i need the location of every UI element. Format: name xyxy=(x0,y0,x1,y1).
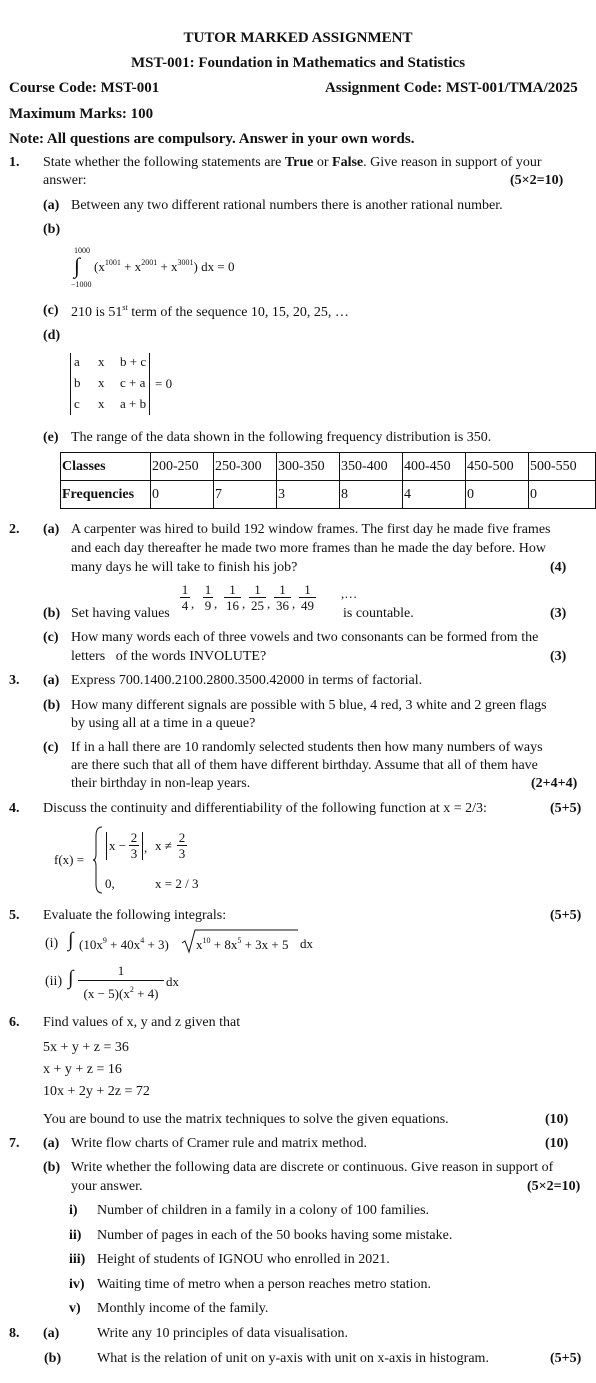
determinant-cell: b + c xyxy=(120,354,147,369)
list-item: Waiting time of metro when a person reaches metro station. xyxy=(97,1276,431,1292)
q3a-text: Express 700.1400.2100.2800.3500.42000 in terms of factorial. xyxy=(71,673,423,688)
determinant-cell: a xyxy=(74,354,80,369)
fraction xyxy=(203,582,213,613)
q6-note: You are bound to use the matrix techniques to solve the given equations. xyxy=(43,1112,449,1127)
instruction-note: Note: All questions are compulsory. Answer in your own words. xyxy=(9,131,415,147)
part-label: (c) xyxy=(43,740,59,755)
case1-expr: x − xyxy=(109,838,127,853)
q1c-text xyxy=(71,303,349,321)
piecewise-brace xyxy=(92,826,104,894)
table-cell-frequency: 3 xyxy=(277,481,340,509)
q2c-line2: letters of the words INVOLUTE? xyxy=(71,649,267,664)
integral-lower-limit: −1000 xyxy=(71,280,92,289)
table-row xyxy=(61,481,596,509)
q5-marks: (5+5) xyxy=(550,908,582,923)
q2b-marks: (3) xyxy=(550,606,567,621)
question-1-text xyxy=(43,155,542,171)
table-cell-frequency: 4 xyxy=(403,481,466,509)
fraction-separator: , xyxy=(214,596,218,611)
part-label: (c) xyxy=(43,303,59,318)
q8-marks: (5+5) xyxy=(550,1351,582,1366)
table-cell-class: 450-500 xyxy=(466,453,529,481)
table-cell-frequency: 8 xyxy=(340,481,403,509)
equation-3: 10x + 2y + 2z = 72 xyxy=(43,1084,150,1099)
fraction-denominator: 36 xyxy=(276,598,289,613)
part-label: (b) xyxy=(43,222,61,237)
part-label: (c) xyxy=(43,630,59,645)
fraction-denominator: 25 xyxy=(251,598,264,613)
max-marks: Maximum Marks: 100 xyxy=(9,106,154,122)
fraction-numerator: 2 xyxy=(178,830,186,845)
q2a-marks: (4) xyxy=(550,560,567,575)
q1c-text-post: term of the sequence 10, 15, 20, 25, … xyxy=(127,305,349,320)
list-item-label: iii) xyxy=(69,1252,86,1267)
part-label: (d) xyxy=(43,328,61,343)
question-number: 6. xyxy=(9,1015,20,1030)
table-header-cell: Classes xyxy=(61,453,151,481)
q8b-text: What is the relation of unit on y-axis with unit on x-axis in histogram. xyxy=(97,1351,489,1366)
q5i-dx: dx xyxy=(300,936,313,951)
list-item: Height of students of IGNOU who enrolled in 2021. xyxy=(97,1252,390,1267)
question-number: 7. xyxy=(9,1136,20,1151)
table-cell-class: 250-300 xyxy=(214,453,277,481)
q8a-text: Write any 10 principles of data visualisation. xyxy=(97,1326,348,1341)
integral-upper-limit: 1000 xyxy=(74,246,90,255)
q7a-marks: (10) xyxy=(545,1136,569,1151)
case1-comma: , xyxy=(144,840,148,855)
table-cell-class: 500-550 xyxy=(529,453,596,481)
part-label: (a) xyxy=(43,673,60,688)
table-header-cell: Frequencies xyxy=(61,481,151,509)
fraction-numerator: 1 xyxy=(254,582,261,597)
part-label: (b) xyxy=(44,1351,62,1366)
determinant-cell: b xyxy=(74,375,81,390)
q5i-radicand: $x^{10} + 8x^5 + 3x + 5$ xyxy=(196,936,289,952)
fraction-separator: , xyxy=(191,596,195,611)
part-label: (a) xyxy=(43,1326,60,1341)
list-item: Monthly income of the family. xyxy=(97,1301,269,1316)
q4-marks: (5+5) xyxy=(550,801,582,816)
part-label: (ii) xyxy=(45,974,63,989)
part-label: (b) xyxy=(43,606,61,621)
q1c-text-pre: 210 is 51 xyxy=(71,305,123,320)
question-number: 5. xyxy=(9,908,20,923)
table-cell-frequency: 0 xyxy=(151,481,214,509)
fraction-separator: , xyxy=(267,596,271,611)
determinant-left-bar xyxy=(70,353,71,415)
q6-text: Find values of x, y and z given that xyxy=(43,1015,241,1030)
q2a-line1: A carpenter was hired to build 192 window frames. The first day he made five frames xyxy=(71,522,551,537)
q3c-line2: are there such that all of them have different birthday. Assume that all of them have xyxy=(71,758,538,773)
table-cell-frequency: 7 xyxy=(214,481,277,509)
part-label: (e) xyxy=(43,430,59,445)
part-label: (a) xyxy=(43,522,60,537)
function-lhs: f(x) = xyxy=(54,852,85,867)
determinant-cell: x xyxy=(98,375,105,390)
determinant-right-bar xyxy=(149,353,150,415)
q5ii-dx: dx xyxy=(166,974,179,989)
integral-sign: ∫ xyxy=(74,253,81,278)
determinant-cell: x xyxy=(98,354,105,369)
question-number: 1. xyxy=(9,155,20,170)
q1e-text: The range of the data shown in the following frequency distribution is 350. xyxy=(71,430,492,445)
case1-condition: x ≠ xyxy=(155,838,172,853)
q5-text: Evaluate the following integrals: xyxy=(43,908,227,923)
fraction-denominator: 3 xyxy=(178,846,186,861)
fraction-numerator: 1 xyxy=(279,582,286,597)
case2-value: 0, xyxy=(105,876,115,891)
fraction-numerator: 1 xyxy=(181,582,189,597)
table-cell-class: 200-250 xyxy=(151,453,214,481)
fraction-separator: , xyxy=(242,596,246,611)
list-item-label: ii) xyxy=(69,1227,82,1243)
q7a-text: Write flow charts of Cramer rule and matrix method. xyxy=(71,1136,368,1151)
course-code: Course Code: MST-001 xyxy=(9,80,160,96)
question-number: 3. xyxy=(9,673,20,688)
q3c-line3: their birthday in non-leap years. xyxy=(71,776,251,791)
fraction-denominator: 16 xyxy=(226,598,239,613)
determinant-equals: = 0 xyxy=(155,376,173,391)
course-subtitle: MST-001: Foundation in Mathematics and Statistics xyxy=(130,55,466,71)
q1-text-end: . Give reason in support of your xyxy=(363,155,542,170)
equation-2: x + y + z = 16 xyxy=(43,1062,122,1077)
integral-sign: ∫ xyxy=(68,929,74,951)
list-item: Number of children in a family in a colony of 100 families. xyxy=(97,1203,430,1218)
q2b-text-pre: Set having values xyxy=(71,606,170,621)
abs-bar-left xyxy=(106,832,107,860)
table-cell-frequency: 0 xyxy=(529,481,596,509)
assignment-title: TUTOR MARKED ASSIGNMENT xyxy=(183,30,413,46)
q1-marks: (5×2=10) xyxy=(510,173,564,188)
table-cell-frequency: 0 xyxy=(466,481,529,509)
frequency-table xyxy=(60,452,596,509)
q1-true-word: True xyxy=(284,155,314,170)
fraction-numerator: 1 xyxy=(229,582,236,597)
abs-bar-right xyxy=(142,832,143,860)
q5ii-fraction xyxy=(78,962,164,1003)
q1a-text: Between any two different rational numbers there is another rational number. xyxy=(71,198,503,213)
fraction-numerator: 1 xyxy=(304,582,311,597)
q7b-line2: your answer. xyxy=(71,1179,143,1194)
table-cell-class: 300-350 xyxy=(277,453,340,481)
q1-or-word: or xyxy=(313,155,333,170)
part-label: (i) xyxy=(45,936,59,951)
q3c-line1: If in a hall there are 10 randomly selected students then how many numbers of ways xyxy=(71,740,543,755)
part-label: (a) xyxy=(43,198,60,213)
q4-text: Discuss the continuity and differentiability of the following function at x = 2/3: xyxy=(43,801,487,816)
equation-1: 5x + y + z = 36 xyxy=(43,1040,129,1055)
q3b-line2: by using all at a time in a queue? xyxy=(71,716,256,731)
fraction-denominator: $(x - 5)(x^2 + 4)$ xyxy=(78,980,164,1003)
q2a-line2: and each day thereafter he made two more frames than he made the day before. How xyxy=(71,541,547,556)
fraction-numerator: 1 xyxy=(204,582,212,597)
q1c-superscript: st xyxy=(122,303,128,312)
list-item: Number of pages in each of the 50 books having some mistake. xyxy=(97,1227,453,1243)
part-label: (a) xyxy=(43,1136,60,1151)
q3b-line1: How many different signals are possible with 5 blue, 4 red, 3 white and 2 green flags xyxy=(71,698,547,713)
q3-marks: (2+4+4) xyxy=(531,776,578,791)
fraction xyxy=(180,582,190,613)
question-number: 2. xyxy=(9,522,20,537)
q2a-line3: many days he will take to finish his job? xyxy=(71,560,298,575)
q2b-text-post: is countable. xyxy=(343,606,414,621)
question-number: 8. xyxy=(9,1326,20,1341)
table-row xyxy=(61,453,596,481)
q6-marks: (10) xyxy=(545,1112,569,1127)
fraction-denominator: 3 xyxy=(130,846,138,861)
table-cell-class: 350-400 xyxy=(340,453,403,481)
part-label: (b) xyxy=(43,698,61,713)
fraction-denominator: 9 xyxy=(204,598,212,613)
determinant-cell: a + b xyxy=(120,396,147,411)
fraction-separator: , xyxy=(292,596,296,611)
fraction-numerator: 2 xyxy=(130,830,138,845)
determinant-cell: c xyxy=(74,396,80,411)
case1-fraction xyxy=(129,830,139,861)
q2c-line1: How many words each of three vowels and two consonants can be formed from the xyxy=(71,630,539,645)
fraction xyxy=(224,582,241,613)
q1-text-start: State whether the following statements are xyxy=(43,155,285,170)
list-item-label: iv) xyxy=(69,1276,85,1292)
fraction-ellipsis: ,… xyxy=(341,586,358,601)
q1b-expression: $(x^{1001} + x^{2001} + x^{3001})$ dx = 0 xyxy=(94,258,235,274)
q7b-line1: Write whether the following data are discrete or continuous. Give reason in support of xyxy=(71,1160,554,1175)
list-item-label: i) xyxy=(69,1203,78,1218)
q1-text-line2: answer: xyxy=(43,173,87,188)
determinant-cell: x xyxy=(98,396,105,411)
q7b-marks: (5×2=10) xyxy=(527,1179,581,1194)
fraction xyxy=(249,582,266,613)
fraction xyxy=(274,582,291,613)
fraction-denominator: 4 xyxy=(181,598,189,613)
case2-condition: x = 2 / 3 xyxy=(155,876,199,891)
question-number: 4. xyxy=(9,801,20,816)
integral-sign: ∫ xyxy=(68,967,74,989)
table-cell-class: 400-450 xyxy=(403,453,466,481)
list-item-label: v) xyxy=(69,1301,81,1316)
fraction xyxy=(299,582,316,613)
assignment-code: Assignment Code: MST-001/TMA/2025 xyxy=(325,80,578,96)
part-label: (b) xyxy=(43,1160,61,1175)
fraction-numerator: 1 xyxy=(117,963,125,978)
condition-fraction xyxy=(177,830,187,861)
q1-false-word: False xyxy=(332,155,364,170)
q2c-marks: (3) xyxy=(550,649,567,664)
fraction-denominator: 49 xyxy=(301,598,314,613)
determinant-cell: c + a xyxy=(120,375,146,390)
q5i-factor: $(10x^9 + 40x^4 + 3)$ xyxy=(79,936,169,952)
